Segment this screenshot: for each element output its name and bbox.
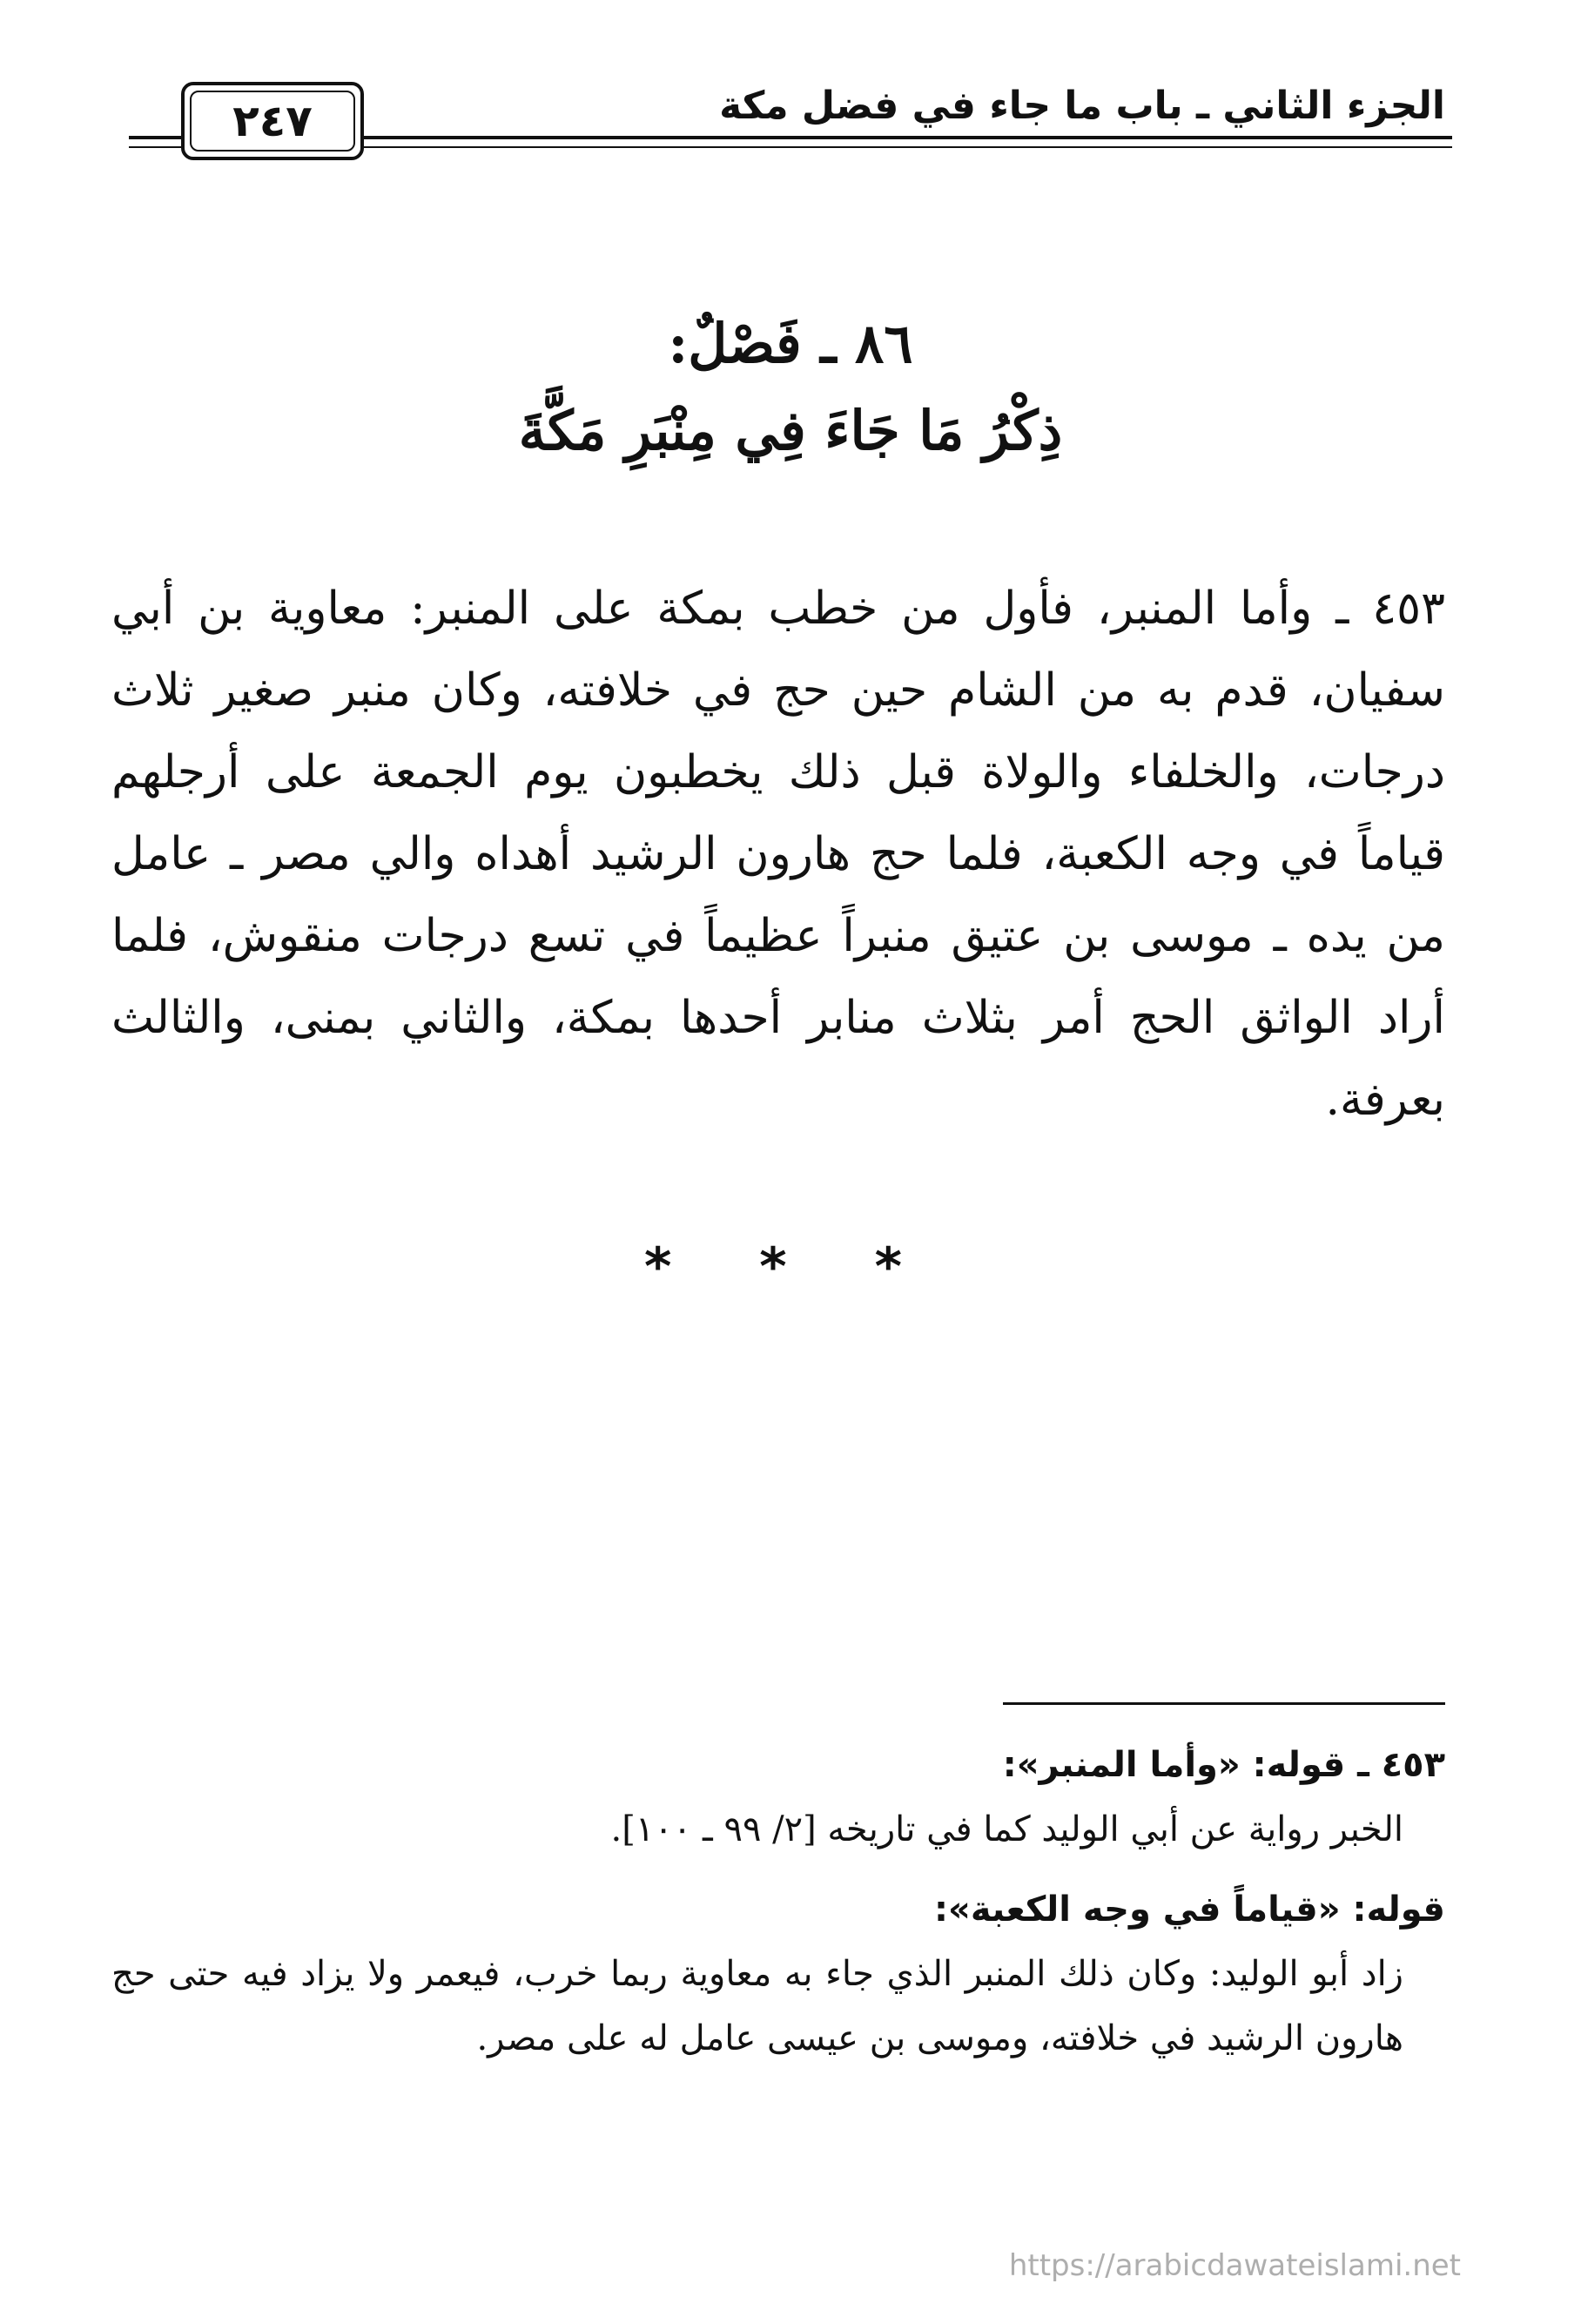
- chapter-number-heading: ٨٦ ـ فَصْلٌ:: [668, 312, 913, 375]
- watermark-url: https://arabicdawateislami.net: [1008, 2248, 1461, 2283]
- chapter-title: ذِكْرُ مَا جَاءَ فِي مِنْبَرِ مَكَّةَ: [518, 399, 1063, 462]
- footnote-heading: قوله: «قياماً في وجه الكعبة»:: [933, 1890, 1445, 1930]
- body-paragraph: ٤٥٣ ـ وأما المنبر، فأول من خطب بمكة على المنبر: معاوية بن أبي سفيان، قدم به من الشام حين حج في خلافته، وكان منبر صغير ثلاث درجات، والخلفاء والولاة قبل ذلك يخطبون يوم الجمعة على أرجلهم قياماً في وجه الكعبة، فلما حج هارون الرشيد أهداه والي مصر ـ عامل من يده ـ موسى بن عتيق منبراً عظيماً في تسع درجات منقوش، فلما أراد الواثق الحج أمر بثلاث منابر أحدها بمكة، والثاني بمنى، والثالث بعرفة.: [111, 583, 1445, 1126]
- footnote-text: زاد أبو الوليد: وكان ذلك المنبر الذي جاء به معاوية ربما خرب، فيعمر ولا يزاد فيه حتى حج هارون الرشيد في خلافته، وموسى بن عيسى عامل له على مصر.: [111, 1954, 1403, 2058]
- footnote-text: الخبر رواية عن أبي الوليد كما في تاريخه [٢/ ٩٩ ـ ١٠٠].: [610, 1809, 1403, 1849]
- page-number: ٢٤٧: [190, 91, 355, 152]
- footnote-divider: [1003, 1702, 1445, 1705]
- section-separator: * * *: [644, 1236, 937, 1297]
- page-header: [129, 77, 1452, 172]
- page-number-frame: [181, 82, 364, 160]
- running-title: الجزء الثاني ـ باب ما جاء في فضل مكة: [719, 84, 1445, 128]
- footnotes: [111, 1733, 1445, 2071]
- footnote-heading: ٤٥٣ ـ قوله: «وأما المنبر»:: [1002, 1745, 1445, 1785]
